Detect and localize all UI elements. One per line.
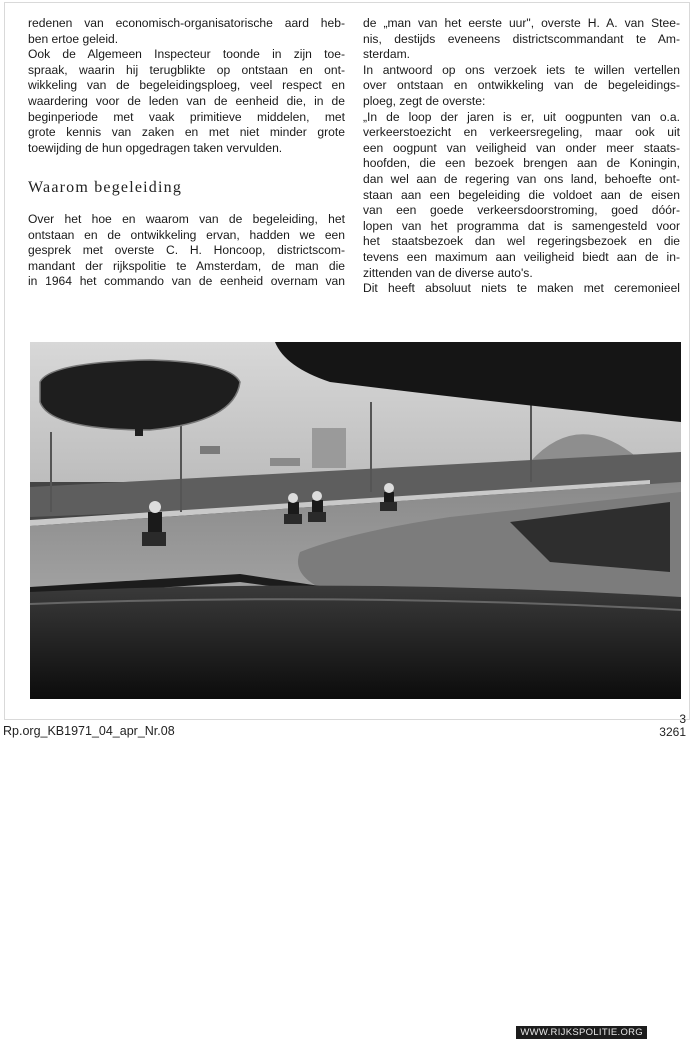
- text-line: Dit heeft absoluut niets te maken met ceremonieel: [363, 281, 680, 296]
- text-line: ontstaan en de ontwikkeling ervan, hadden we een: [28, 227, 345, 242]
- text-line: verkeerstoezicht en verkeersregeling, maar ook uit: [363, 125, 680, 140]
- text-line: Over het hoe en waarom van de begeleiding, het: [28, 211, 345, 226]
- text-line: ben ertoe geleid.: [28, 31, 119, 46]
- text-line: beginperiode met vaak primitieve middelen, met: [28, 109, 345, 124]
- watermark-text: WWW.RIJKSPOLITIE.ORG: [516, 1026, 647, 1039]
- text-line: staan aan een begeleiding die voldoet aan de eisen: [363, 187, 680, 202]
- text-line: lopen van het programma dat is samengesteld voor: [363, 218, 680, 233]
- text-line: sterdam.: [363, 47, 411, 62]
- section-heading: Waarom begeleiding: [28, 179, 183, 197]
- text-line: dan wel aan de regering van ons land, behoefte ont-: [363, 171, 680, 186]
- left-column: [28, 16, 345, 290]
- text-line: wikkeling van de begeleidingsploeg, veel respect en: [28, 78, 345, 93]
- text-line: tevens een maximum aan veiligheid biedt aan de in-: [363, 249, 680, 264]
- road-sign: [200, 446, 220, 454]
- dashboard: [30, 586, 681, 699]
- text-line: mandant der rijkspolitie te Amsterdam, de man die: [28, 258, 345, 273]
- page-number: [659, 713, 686, 739]
- left-paragraph-3: [28, 212, 345, 290]
- right-paragraph-3: [363, 110, 680, 282]
- document-id: Rp.org_KB1971_04_apr_Nr.08: [3, 724, 175, 738]
- text-line: redenen van economisch-organisatorische aard heb-: [28, 16, 345, 30]
- lamp-post: [370, 402, 372, 492]
- page-number-main: 3261: [659, 725, 686, 739]
- page-number-small: 3: [679, 712, 686, 726]
- distant-building: [312, 428, 346, 468]
- lamp-post: [50, 432, 52, 512]
- right-paragraph-2: [363, 63, 680, 110]
- text-line: van een goede verkeersdoorstroming, goed dóór-: [363, 203, 680, 218]
- text-line: nis, destijds eveneens districtscommandant te Am-: [363, 31, 680, 46]
- left-paragraph-2: [28, 47, 345, 156]
- text-line: In antwoord op ons verzoek iets te willen vertellen: [363, 62, 680, 77]
- text-line: zittenden van de diverse auto's.: [363, 265, 533, 280]
- photo-illustration: [30, 342, 681, 699]
- text-line: grote kennis van zaken en met niet minder grote: [28, 125, 345, 140]
- right-paragraph-4: [363, 281, 680, 297]
- text-line: hoofden, die een bezoek brengen aan de Koningin,: [363, 156, 680, 171]
- text-line: in 1964 het commando van de eenheid overnam van: [28, 274, 345, 289]
- text-line: het staatsbezoek dan wel regeringsbezoek en die: [363, 234, 680, 249]
- text-line: ploeg, zegt de overste:: [363, 93, 486, 108]
- right-column: [363, 16, 680, 297]
- text-line: over ontstaan en ontwikkeling van de begeleidings-: [363, 78, 680, 93]
- text-line: waardering voor de leden van de eenheid die, in de: [28, 93, 345, 108]
- text-line: Ook de Algemeen Inspecteur toonde in zijn toe-: [28, 47, 345, 62]
- text-line: gesprek met overste C. H. Honcoop, districtscom-: [28, 243, 345, 258]
- text-line: de „man van het eerste uur", overste H. A. van Stee-: [363, 16, 680, 30]
- left-paragraph-1: [28, 16, 345, 47]
- text-line: spraak, waarin hij terugblikte op ontstaan en ont-: [28, 62, 345, 77]
- text-line: „In de loop der jaren is er, uit oogpunten van o.a.: [363, 109, 680, 124]
- lamp-post: [180, 417, 182, 512]
- text-line: toewijding de hun opgedragen taken vervulden.: [28, 140, 283, 155]
- right-paragraph-1: [363, 16, 680, 63]
- text-line: een oogpunt van veiligheid van onder meer staats-: [363, 140, 680, 155]
- distant-structure: [270, 458, 300, 466]
- lamp-post: [530, 402, 532, 482]
